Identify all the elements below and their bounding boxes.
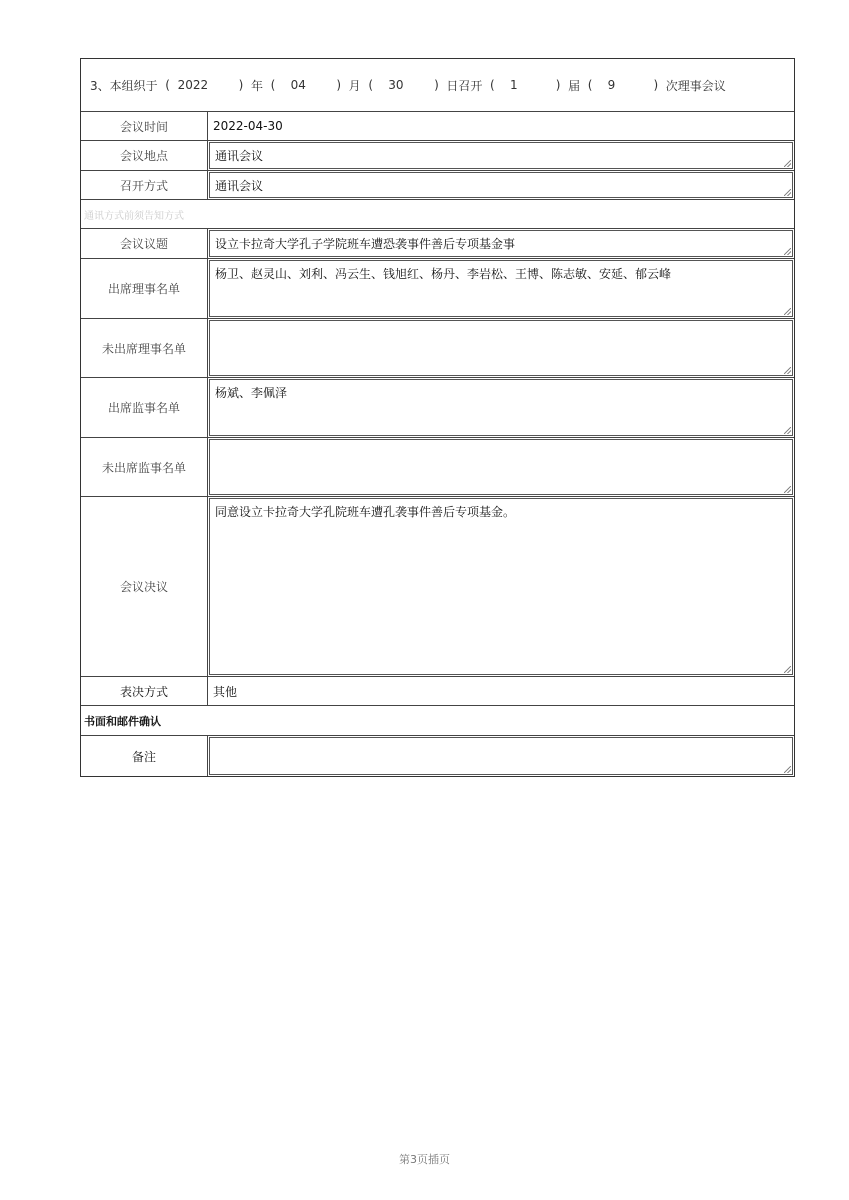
header-month: 04 — [290, 78, 306, 92]
attending-directors-field[interactable] — [209, 260, 793, 317]
voting-label: 表决方式 — [81, 677, 208, 705]
resize-grip-icon[interactable] — [784, 427, 791, 434]
remarks-field[interactable] — [209, 737, 793, 775]
absent-directors-field[interactable] — [209, 320, 793, 376]
header-prefix: 3、本组织于 — [90, 78, 158, 93]
attending-supervisors-field[interactable] — [209, 379, 793, 436]
resize-grip-icon[interactable] — [784, 308, 791, 315]
faded-note: 通讯方式前须告知方式 — [84, 210, 184, 222]
row-remarks — [81, 735, 794, 776]
row-meeting-method — [81, 170, 794, 199]
meeting-form — [80, 58, 795, 777]
absent-supervisors-label: 未出席监事名单 — [81, 438, 208, 496]
absent-supervisors-field[interactable] — [209, 439, 793, 495]
header-month-unit: 月 — [348, 78, 361, 93]
header-year: 2022 — [177, 78, 209, 92]
row-attending-supervisors — [81, 377, 794, 437]
header-session-unit: 届 — [568, 78, 581, 93]
resize-grip-icon[interactable] — [784, 367, 791, 374]
meeting-location-label: 会议地点 — [81, 141, 208, 170]
attending-directors-label: 出席理事名单 — [81, 259, 208, 318]
resize-grip-icon[interactable] — [784, 160, 791, 167]
meeting-time-label: 会议时间 — [81, 112, 208, 140]
meeting-location-field[interactable] — [209, 142, 793, 169]
resolution-label: 会议决议 — [81, 497, 208, 676]
resize-grip-icon[interactable] — [784, 766, 791, 773]
row-meeting-time — [81, 111, 794, 140]
resize-grip-icon[interactable] — [784, 189, 791, 196]
row-meeting-topic — [81, 228, 794, 258]
meeting-location-value: 通讯会议 — [215, 149, 264, 163]
attending-supervisors-value: 杨斌、李佩泽 — [215, 386, 288, 400]
attending-directors-value: 杨卫、赵灵山、刘利、冯云生、钱旭红、杨丹、李岩松、王博、陈志敏、安延、郁云峰 — [215, 267, 672, 281]
row-voting — [81, 676, 794, 705]
meeting-header: 3、本组织于 ( 2022 ) 年 ( 04 ) 月 ( 30 ) 日召开 ( 1 ) 届 ( 9 ) 次理事会议 — [90, 78, 726, 93]
header-session: 1 — [509, 78, 518, 92]
row-confirmation — [81, 705, 794, 735]
row-absent-directors — [81, 318, 794, 377]
remarks-label: 备注 — [81, 736, 208, 776]
header-meeting-unit: 次理事会议 — [665, 78, 726, 93]
meeting-method-value: 通讯会议 — [215, 178, 264, 193]
resize-grip-icon[interactable] — [784, 666, 791, 673]
meeting-time-field[interactable]: 2022-04-30 — [213, 119, 283, 133]
resize-grip-icon[interactable] — [784, 486, 791, 493]
resize-grip-icon[interactable] — [784, 248, 791, 255]
voting-field[interactable]: 其他 — [213, 684, 238, 699]
resolution-value: 同意设立卡拉奇大学孔院班车遭孔袭事件善后专项基金。 — [215, 505, 516, 519]
confirmation-text: 书面和邮件确认 — [84, 714, 161, 728]
meeting-method-field[interactable] — [209, 172, 793, 198]
meeting-method-label: 召开方式 — [81, 171, 208, 199]
meeting-topic-label: 会议议题 — [81, 229, 208, 258]
resolution-field[interactable] — [209, 498, 793, 675]
header-meeting-no: 9 — [607, 78, 616, 92]
page-footer: 第3页插页 — [399, 1153, 450, 1166]
row-meeting-location — [81, 140, 794, 170]
row-attending-directors — [81, 258, 794, 318]
header-day-unit: 日召开 — [446, 78, 483, 93]
row-faded-note — [81, 199, 794, 228]
header-day: 30 — [388, 78, 404, 92]
header-year-unit: 年 — [250, 78, 263, 93]
meeting-topic-field[interactable] — [209, 230, 793, 257]
meeting-topic-value: 设立卡拉奇大学孔子学院班车遭恐袭事件善后专项基金事 — [215, 237, 516, 251]
attending-supervisors-label: 出席监事名单 — [81, 378, 208, 437]
row-absent-supervisors — [81, 437, 794, 496]
absent-directors-label: 未出席理事名单 — [81, 319, 208, 377]
row-resolution — [81, 496, 794, 676]
